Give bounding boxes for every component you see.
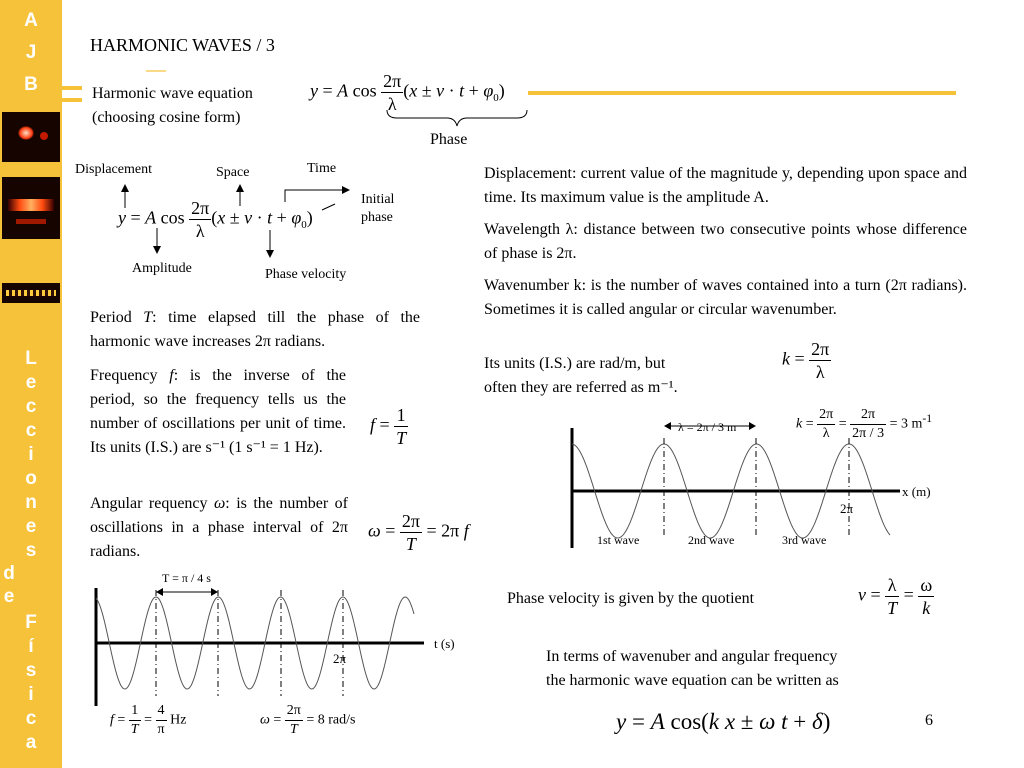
wave-label-2: 2nd wave [688, 533, 735, 547]
frequency-definition: Frequency f: is the inverse of the period, so the frequency tells us the number of oscillations per unit of time. Its units (I.S.) are s⁻¹ (1 s⁻¹ = 1 Hz). [90, 367, 346, 456]
sidebar-letter: i [28, 444, 34, 465]
displacement-definition: Displacement: current value of the magnitude y, depending upon space and time. Its maximum value is the amplitude A. [484, 165, 967, 206]
label-amplitude: Amplitude [132, 261, 192, 276]
angular-frequency-example: ω = $\frac{2\pi}{T}$ = 8 rad/s [260, 703, 356, 737]
equation-label-line1: Harmonic wave equation [92, 85, 253, 102]
sidebar-letter: F [25, 612, 37, 633]
accent-bar [62, 86, 82, 90]
lambda-label: λ = 2π / 3 m [678, 420, 737, 434]
wave-label-3: 3rd wave [782, 533, 827, 547]
units-line1: Its units (I.S.) are rad/m, but [484, 355, 666, 372]
accent-bar [62, 98, 82, 102]
final-wave-equation: y = A cos(k x ± ω t + δ) [616, 709, 831, 734]
wavenumber-units [484, 352, 678, 400]
equation-label-line2: (choosing cosine form) [92, 109, 241, 126]
sidebar-letter: i [28, 684, 34, 705]
label-displacement: Displacement [75, 162, 152, 177]
label-initial-line1: Initial [361, 192, 395, 207]
t-axis-label: t (s) [434, 636, 455, 651]
sidebar-letter: A [24, 10, 38, 31]
sidebar [0, 0, 62, 768]
wavenumber-definition: Wavenumber k: is the number of waves contained into a turn (2π radians). Sometimes it is called angular or circular wavenumber. [484, 277, 967, 318]
sidebar-letter: n [25, 492, 37, 513]
frequency-text: is the inverse of the period, so the frequency tells us the number of oscillations per unit of time. Its units (I.S.) are s⁻¹ (1 s⁻¹ = 1 Hz). [90, 367, 346, 456]
terms-line1: In terms of wavenuber and angular frequency [546, 648, 838, 665]
sidebar-letter: a [25, 732, 37, 753]
sidebar-letter: s [25, 660, 37, 681]
sidebar-letter: B [24, 74, 38, 95]
sidebar-letter: c [25, 420, 37, 441]
angular-text: is the number of oscillations in a phase interval of 2π radians. [90, 495, 348, 560]
accent-line [528, 91, 956, 95]
sidebar-letter: í [28, 636, 34, 657]
angular-frequency-definition: Angular requency ω: is the number of oscillations in a phase interval of 2π radians. [90, 495, 348, 560]
harmonic-wave-equation: y = A cos $\frac{2\pi}{\lambda}$ $(x \pm v \cdot t + \varphi_0)$ [310, 71, 505, 114]
frequency-formula: f = $\frac{1}{T}$ [370, 405, 407, 448]
sidebar-letter: o [25, 468, 37, 489]
annotated-equation: y = A cos $\frac{2\pi}{\lambda}$ $(x \pm v \cdot t + \varphi_0)$ [118, 198, 313, 241]
label-time: Time [307, 161, 337, 176]
sidebar-letter: d [3, 563, 15, 584]
label-initial [361, 191, 394, 227]
wavenumber-formula: k = $\frac{2\pi}{\lambda}$ [782, 339, 830, 382]
time-wave-graph [84, 570, 474, 710]
accent-bar [146, 70, 166, 72]
photo-thumbnail-fringes [2, 283, 60, 303]
slide-title: HARMONIC WAVES / 3 [90, 35, 275, 55]
period-label: T = π / 4 s [162, 571, 211, 585]
label-initial-line2: phase [361, 210, 393, 225]
equation-label [92, 82, 253, 130]
wavelength-definition: Wavelength λ: distance between two consecutive points whose difference of phase is 2π. [484, 221, 967, 262]
period-text: time elapsed till the phase of the harmonic wave increases 2π radians. [90, 309, 420, 350]
page-number: 6 [925, 712, 933, 729]
sidebar-letter: L [25, 348, 37, 369]
sidebar-letter: e [25, 372, 37, 393]
photo-thumbnail-red-light [2, 112, 60, 162]
phase-velocity-text: Phase velocity is given by the quotient [507, 590, 755, 607]
phase-label: Phase [430, 131, 468, 148]
time-phase-label: 2π [333, 651, 347, 666]
wave-label-1: 1st wave [597, 533, 640, 547]
wavenumber-example: k = $\frac{2\pi}{\lambda}$ = $\frac{2\pi}{2\pi / 3}$ = 3 $m^{-1}$ [796, 407, 933, 441]
sidebar-letter: J [25, 42, 37, 63]
units-line2: often they are referred as m⁻¹. [484, 379, 678, 396]
angular-frequency-formula: ω = $\frac{2\pi}{T}$ = 2π f [368, 511, 469, 554]
frequency-example: f = $\frac{1}{T}$ = $\frac{4}{\pi}$ Hz [110, 703, 187, 737]
sidebar-letter: e [3, 586, 15, 607]
label-phase-velocity: Phase velocity [265, 267, 347, 282]
sidebar-letter: c [25, 396, 37, 417]
space-phase-label: 2π [840, 501, 854, 516]
sidebar-letter: c [25, 708, 37, 729]
x-axis-label: x (m) [902, 484, 931, 499]
sidebar-letter: s [25, 540, 37, 561]
label-space: Space [216, 165, 250, 180]
sidebar-letter: e [25, 516, 37, 537]
terms-line2: the harmonic wave equation can be written as [546, 672, 839, 689]
phase-velocity-formula: v = $\frac{\lambda}{T}$ = $\frac{\omega}{k}$ [858, 575, 933, 618]
photo-thumbnail-spectrum [2, 177, 60, 239]
wavenumber-form-intro [546, 645, 839, 693]
phase-brace [385, 108, 530, 130]
period-definition: Period T: time elapsed till the phase of the harmonic wave increases 2π radians. [90, 309, 420, 350]
